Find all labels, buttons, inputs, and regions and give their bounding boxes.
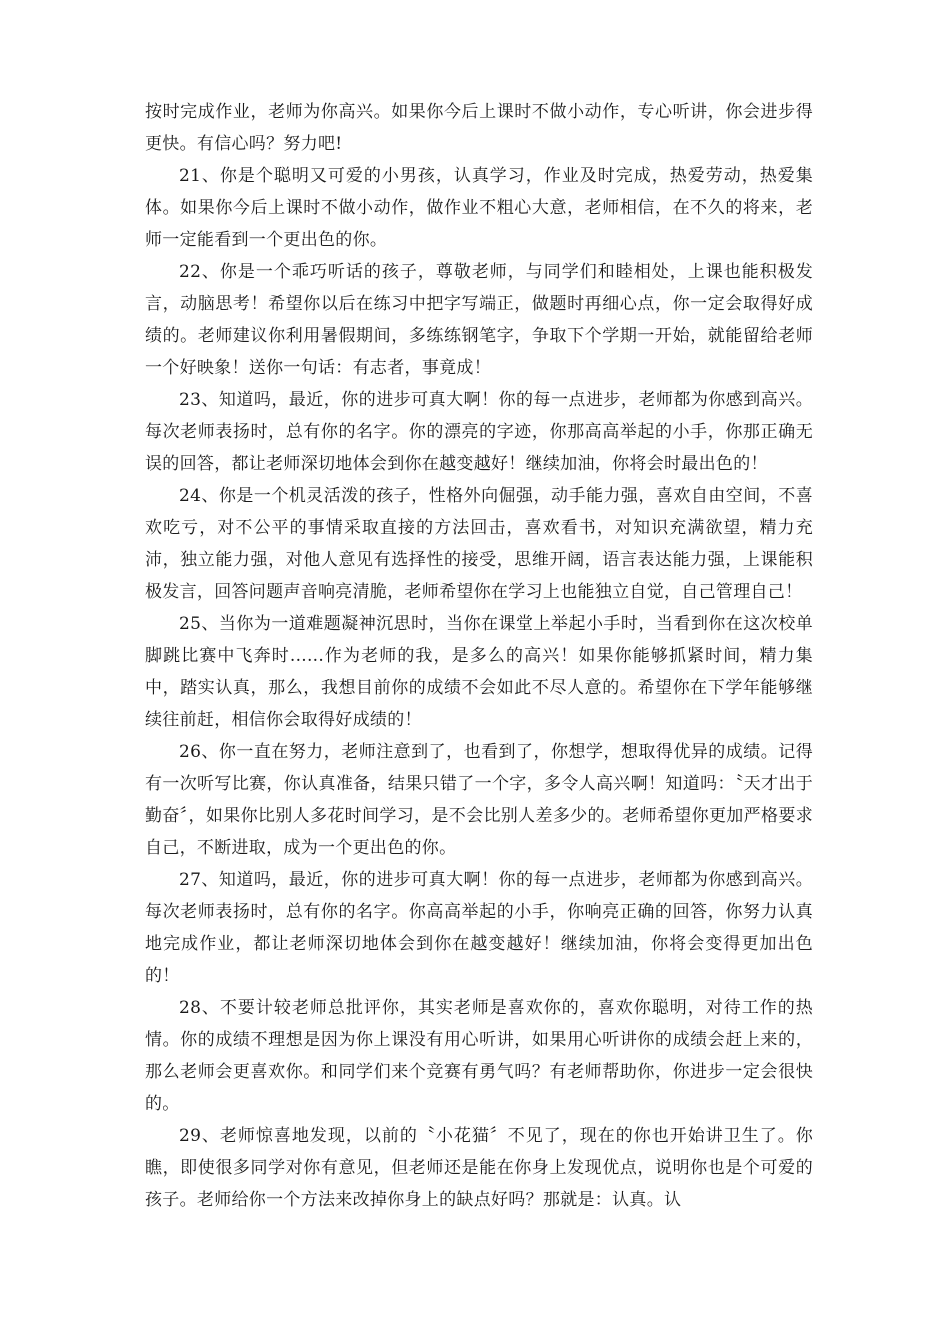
paragraph-comment-29: 29、老师惊喜地发现，以前的〝小花猫〞不见了，现在的你也开始讲卫生了。你瞧，即使很多同学对你有意见，但老师还是能在你身上发现优点，说明你也是个可爱的孩子。老师给你一个方法来改掉你身上的缺点好吗？那就是：认真。认 — [145, 1126, 813, 1210]
paragraph-comment-26: 26、你一直在努力，老师注意到了，也看到了，你想学，想取得优异的成绩。记得有一次听写比赛，你认真准备，结果只错了一个字，多令人高兴啊！知道吗：〝天才出于勤奋〞，如果你比别人多花时间学习，是不会比别人差多少的。老师希望你更加严格要求自己，不断进取，成为一个更出色的你。 — [145, 742, 813, 858]
paragraph-comment-23: 23、知道吗，最近，你的进步可真大啊！你的每一点进步，老师都为你感到高兴。每次老师表扬时，总有你的名字。你的漂亮的字迹，你那高高举起的小手，你那正确无误的回答，都让老师深切地体会到你在越变越好！继续加油，你将会时最出色的！ — [145, 390, 813, 474]
paragraph-comment-24: 24、你是一个机灵活泼的孩子，性格外向倔强，动手能力强，喜欢自由空间，不喜欢吃亏，对不公平的事情采取直接的方法回击，喜欢看书，对知识充满欲望，精力充沛，独立能力强，对他人意见有选择性的接受，思维开阔，语言表达能力强，上课能积极发言，回答问题声音响亮清脆，老师希望你在学习上也能独立自觉，自己管理自己！ — [145, 486, 813, 602]
document-page — [145, 96, 813, 1216]
paragraph-comment-25: 25、当你为一道难题凝神沉思时，当你在课堂上举起小手时，当看到你在这次校单脚跳比赛中飞奔时......作为老师的我，是多么的高兴！如果你能够抓紧时间，精力集中，踏实认真，那么，我想目前你的成绩不会如此不尽人意的。希望你在下学年能够继续往前赶，相信你会取得好成绩的！ — [145, 614, 813, 730]
paragraph-comment-27: 27、知道吗，最近，你的进步可真大啊！你的每一点进步，老师都为你感到高兴。每次老师表扬时，总有你的名字。你高高举起的小手，你响亮正确的回答，你努力认真地完成作业，都让老师深切地体会到你在越变越好！继续加油，你将会变得更加出色的！ — [145, 870, 813, 986]
paragraph-comment-22: 22、你是一个乖巧听话的孩子，尊敬老师，与同学们和睦相处，上课也能积极发言，动脑思考！希望你以后在练习中把字写端正，做题时再细心点，你一定会取得好成绩的。老师建议你利用暑假期间，多练练钢笔字，争取下个学期一开始，就能留给老师一个好映象！送你一句话：有志者，事竟成！ — [145, 262, 813, 378]
paragraph-comment-28: 28、不要计较老师总批评你，其实老师是喜欢你的，喜欢你聪明，对待工作的热情。你的成绩不理想是因为你上课没有用心听讲，如果用心听讲你的成绩会赶上来的，那么老师会更喜欢你。和同学们来个竞赛有勇气吗？有老师帮助你，你进步一定会很快的。 — [145, 998, 813, 1114]
paragraph-continuation: 按时完成作业，老师为你高兴。如果你今后上课时不做小动作，专心听讲，你会进步得更快。有信心吗？努力吧! — [145, 102, 813, 154]
paragraph-comment-21: 21、你是个聪明又可爱的小男孩，认真学习，作业及时完成，热爱劳动，热爱集体。如果你今后上课时不做小动作，做作业不粗心大意，老师相信，在不久的将来，老师一定能看到一个更出色的你。 — [145, 166, 813, 250]
